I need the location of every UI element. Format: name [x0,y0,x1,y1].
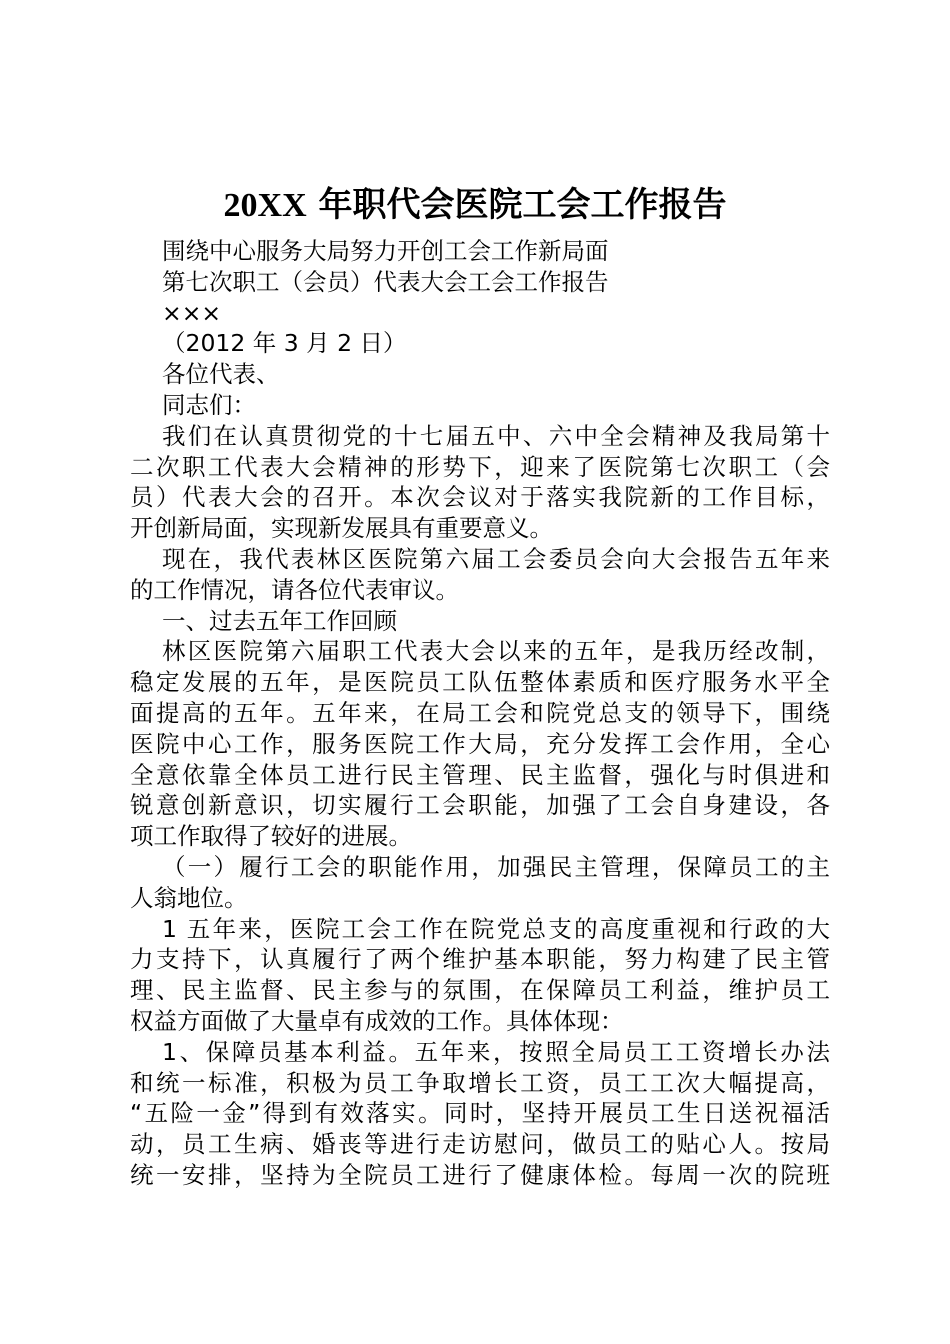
document-title [0,183,950,228]
body-line: 围绕中心服务大局努力开创工会工作新局面 [162,237,609,265]
body-line: 二次职工代表大会精神的形势下，迎来了医院第七次职工（会 [130,452,830,481]
title-text: 年职代会医院工会工作报告 [306,185,727,225]
body-line: 1 五年来，医院工会工作在院党总支的高度重视和行政的大 [162,914,830,943]
body-line: 力支持下，认真履行了两个维护基本职能，努力构建了民主管 [130,945,830,974]
body-line: （一）履行工会的职能作用，加强民主管理，保障员工的主 [162,852,830,881]
body-line: 动，员工生病、婚丧等进行走访慰问，做员工的贴心人。按局 [130,1130,830,1159]
body-line: 面提高的五年。五年来，在局工会和院党总支的领导下，围绕 [130,698,830,727]
body-line: 各位代表、 [162,360,280,389]
body-line: 我们在认真贯彻党的十七届五中、六中全会精神及我局第十 [162,421,830,450]
body-line: 1、保障员基本利益。五年来，按照全局员工工资增长办法 [162,1037,830,1066]
body-line: 人翁地位。 [130,883,248,912]
body-line: 锐意创新意识，切实履行工会职能，加强了工会自身建设，各 [130,791,830,820]
body-line: 员）代表大会的召开。本次会议对于落实我院新的工作目标， [130,483,830,512]
body-line: 理、民主监督、民主参与的氛围，在保障员工利益，维护员工 [130,976,830,1005]
body-line: “五险一金”得到有效落实。同时，坚持开展员工生日送祝福活 [130,1099,830,1128]
body-line: 全意依靠全体员工进行民主管理、民主监督，强化与时俱进和 [130,760,830,789]
body-line: 稳定发展的五年，是医院员工队伍整体素质和医疗服务水平全 [130,668,830,697]
title-year: 20XX [223,187,307,224]
body-line: 权益方面做了大量卓有成效的工作。具体体现： [130,1006,624,1035]
body-line: 医院中心工作，服务医院工作大局，充分发挥工会作用，全心 [130,729,830,758]
body-line: 第七次职工（会员）代表大会工会工作报告 [162,267,609,296]
body-line: 和统一标准，积极为员工争取增长工资，员工工次大幅提高， [130,1068,830,1097]
body-line: 一、过去五年工作回顾 [162,606,397,635]
body-line: （2012 年 3 月 2 日） [162,329,407,358]
document-body [130,236,830,1191]
body-line: 项工作取得了较好的进展。 [130,822,412,851]
body-line: 统一安排，坚持为全院员工进行了健康体检。每周一次的院班 [130,1160,830,1189]
body-line: 同志们： [162,390,256,419]
body-line: 现在，我代表林区医院第六届工会委员会向大会报告五年来 [162,544,830,573]
body-line: 的工作情况，请各位代表审议。 [130,575,459,604]
body-line: 开创新局面，实现新发展具有重要意义。 [130,514,553,543]
body-line: 林区医院第六届职工代表大会以来的五年，是我历经改制， [162,637,830,666]
body-line: ××× [162,298,222,327]
